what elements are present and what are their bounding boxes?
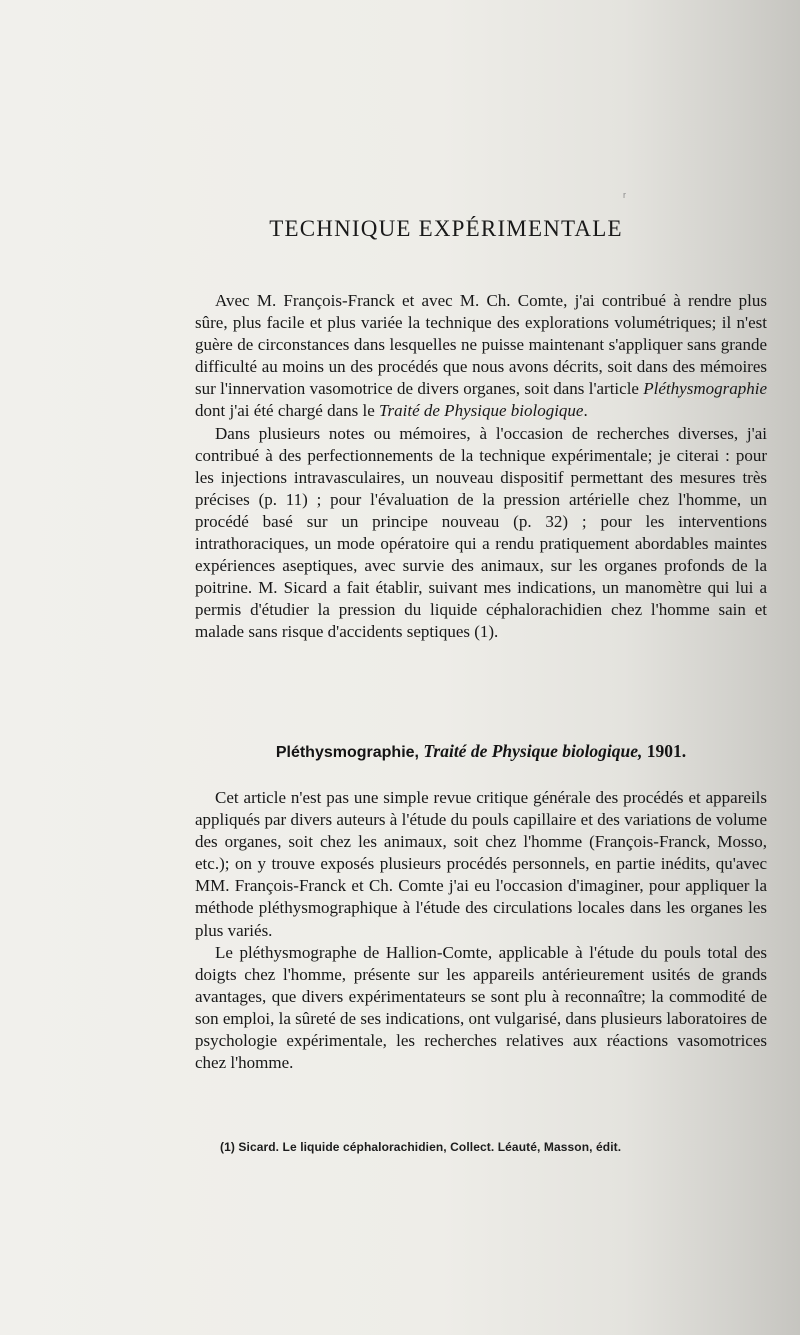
footnote: (1) Sicard. Le liquide céphalorachidien, Collect. Léauté, Masson, édit. — [220, 1140, 622, 1154]
article-heading-title: Pléthysmographie, — [275, 744, 419, 761]
intro-p1-text-b: dont j'ai été chargé dans le — [195, 401, 380, 421]
intro-paragraph-1 — [195, 290, 767, 423]
intro-p1-italic-plethysmographie: Pléthysmographie — [643, 379, 767, 399]
article-paragraph-1: Cet article n'est pas une simple revue critique générale des procédés et appareils appliqués par divers auteurs à l'étude du pouls capillaire et des variations de volume des organes, soit chez les animaux, soit chez l'homme (François-Franck, Mosso, etc.); on y trouve exposés plusieurs procédés personnels, en partie inédits, qu'avec MM. François-Franck et Ch. Comte j'ai eu l'occasion d'imaginer, pour appliquer la méthode pléthysmographique à l'étude des circulations locales dans les organes les plus variés. — [195, 788, 767, 940]
section-title: TECHNIQUE EXPÉRIMENTALE — [269, 216, 623, 241]
intro-p1-text-c: . — [583, 401, 588, 421]
intro-text-block — [195, 290, 767, 644]
article-heading-year: 1901. — [646, 741, 687, 761]
intro-p1-text-a: Avec M. François-Franck et avec M. Ch. Comte, j'ai contribué à rendre plus sûre, plus facile et plus variée la technique des explorations volumétriques; il n'est guère de circonstances dans lesquelles ne puisse maintenant s'appliquer sans grande difficulté au moins un des procédés que nous avons décrits, soit dans des mémoires sur l'innervation vasomotrice de divers organes, soit dans l'article — [195, 291, 767, 399]
article-heading-source: Traité de Physique biologique, — [423, 741, 643, 761]
article-paragraph-2: Le pléthysmographe de Hallion-Comte, applicable à l'étude du pouls total des doigts chez l'homme, présente sur les appareils antérieurement usités de grands avantages, que divers expérimentateurs se sont plu à reconnaître; la commodité de son emploi, la sûreté de ses indications, ont vulgarisé, dans plusieurs laboratoires de psychologie expérimentale, les recherches relatives aux réactions vasomotrices chez l'homme. — [195, 942, 767, 1073]
print-mark: r — [623, 190, 626, 200]
article-heading — [195, 741, 767, 762]
intro-p1-italic-traite: Traité de Physique biologique — [379, 401, 584, 421]
article-text-block — [195, 787, 767, 1074]
intro-paragraph-2: Dans plusieurs notes ou mémoires, à l'occasion de recherches diverses, j'ai contribué à des perfectionnements de la technique expérimentale; je citerai : pour les injections intravasculaires, un nouveau dispositif permettant des mesures très précises (p. 11) ; pour l'évaluation de la pression artérielle chez l'homme, un procédé basé sur un principe nouveau (p. 32) ; pour les interventions intrathoraciques, un mode opératoire qui a rendu pratiquement abordables maintes expériences aseptiques, avec survie des animaux, sur les organes profonds de la poitrine. M. Sicard a fait établir, suivant mes indications, un manomètre qui lui a permis d'étudier la pression du liquide céphalorachidien chez l'homme sain et malade sans risque d'accidents septiques (1). — [195, 423, 767, 642]
